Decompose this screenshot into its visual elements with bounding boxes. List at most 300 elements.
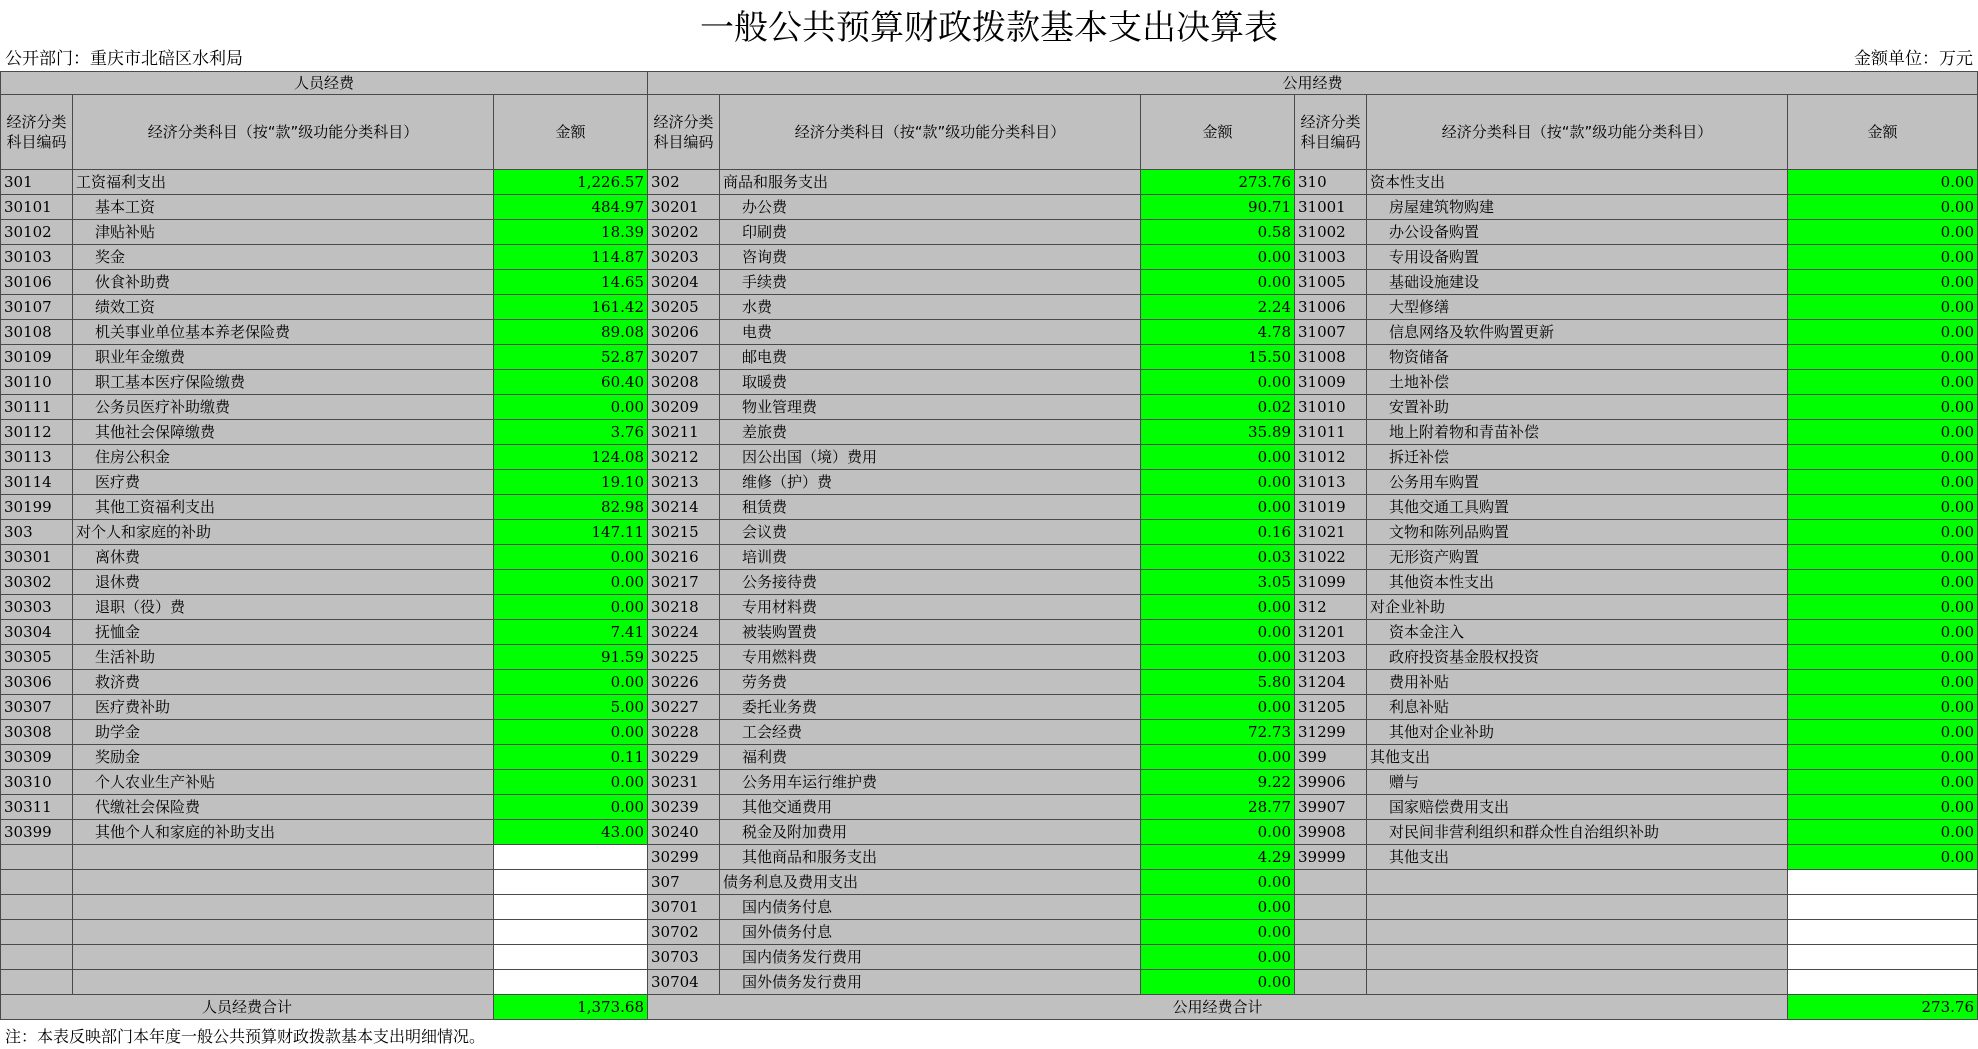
empty-cell xyxy=(1295,895,1367,920)
cell-name: 其他支出 xyxy=(1367,845,1788,870)
cell-amount: 0.00 xyxy=(494,395,648,420)
cell-code: 30199 xyxy=(1,495,73,520)
cell-name: 取暖费 xyxy=(720,370,1141,395)
cell-name: 奖励金 xyxy=(73,745,494,770)
cell-name: 资本金注入 xyxy=(1367,620,1788,645)
cell-name: 文物和陈列品购置 xyxy=(1367,520,1788,545)
cell-code: 31001 xyxy=(1295,195,1367,220)
cell-amount: 0.03 xyxy=(1141,545,1295,570)
cell-amount: 0.00 xyxy=(1788,745,1978,770)
cell-name: 邮电费 xyxy=(720,345,1141,370)
cell-amount: 0.00 xyxy=(1141,445,1295,470)
cell-code: 31012 xyxy=(1295,445,1367,470)
cell-amount: 0.00 xyxy=(1788,545,1978,570)
empty-cell xyxy=(494,845,648,870)
cell-name: 专用设备购置 xyxy=(1367,245,1788,270)
cell-amount: 0.00 xyxy=(1788,170,1978,195)
cell-code: 30702 xyxy=(648,920,720,945)
cell-name: 对民间非营利组织和群众性自治组织补助 xyxy=(1367,820,1788,845)
cell-name: 对个人和家庭的补助 xyxy=(73,520,494,545)
cell-code: 31002 xyxy=(1295,220,1367,245)
table-row xyxy=(1,920,1978,945)
cell-amount: 0.00 xyxy=(1141,370,1295,395)
cell-name: 职业年金缴费 xyxy=(73,345,494,370)
empty-cell xyxy=(1295,870,1367,895)
cell-name: 生活补助 xyxy=(73,645,494,670)
cell-code: 31201 xyxy=(1295,620,1367,645)
public-total-amount: 273.76 xyxy=(1788,995,1978,1020)
cell-code: 30114 xyxy=(1,470,73,495)
empty-cell xyxy=(494,870,648,895)
cell-code: 30103 xyxy=(1,245,73,270)
table-row xyxy=(1,695,1978,720)
cell-code: 312 xyxy=(1295,595,1367,620)
empty-cell xyxy=(1295,920,1367,945)
cell-name: 债务利息及费用支出 xyxy=(720,870,1141,895)
cell-amount: 0.00 xyxy=(1788,570,1978,595)
unit-label: 金额单位：万元 xyxy=(1854,49,1973,69)
empty-cell xyxy=(73,970,494,995)
cell-code: 31013 xyxy=(1295,470,1367,495)
cell-code: 31006 xyxy=(1295,295,1367,320)
personnel-total-amount: 1,373.68 xyxy=(494,995,648,1020)
cell-code: 30209 xyxy=(648,395,720,420)
cell-name: 助学金 xyxy=(73,720,494,745)
table-row xyxy=(1,595,1978,620)
cell-name: 培训费 xyxy=(720,545,1141,570)
header-code: 经济分类科目编码 xyxy=(1,95,73,170)
cell-amount: 0.00 xyxy=(1788,320,1978,345)
cell-amount: 90.71 xyxy=(1141,195,1295,220)
table-row xyxy=(1,220,1978,245)
cell-name: 离休费 xyxy=(73,545,494,570)
cell-amount: 15.50 xyxy=(1141,345,1295,370)
cell-code: 30704 xyxy=(648,970,720,995)
cell-amount: 0.00 xyxy=(1141,645,1295,670)
cell-code: 31021 xyxy=(1295,520,1367,545)
header-amount: 金额 xyxy=(1788,95,1978,170)
cell-amount: 0.00 xyxy=(1788,220,1978,245)
empty-cell xyxy=(73,895,494,920)
cell-name: 公务用车购置 xyxy=(1367,470,1788,495)
cell-amount: 0.00 xyxy=(1788,670,1978,695)
cell-amount: 82.98 xyxy=(494,495,648,520)
cell-name: 差旅费 xyxy=(720,420,1141,445)
table-row xyxy=(1,970,1978,995)
cell-name: 无形资产购置 xyxy=(1367,545,1788,570)
cell-code: 30229 xyxy=(648,745,720,770)
cell-name: 基本工资 xyxy=(73,195,494,220)
table-row xyxy=(1,295,1978,320)
empty-cell xyxy=(1367,970,1788,995)
cell-name: 委托业务费 xyxy=(720,695,1141,720)
cell-name: 国家赔偿费用支出 xyxy=(1367,795,1788,820)
empty-cell xyxy=(1788,870,1978,895)
cell-amount: 0.00 xyxy=(1141,470,1295,495)
cell-code: 302 xyxy=(648,170,720,195)
cell-code: 39908 xyxy=(1295,820,1367,845)
cell-code: 30205 xyxy=(648,295,720,320)
cell-name: 公务接待费 xyxy=(720,570,1141,595)
cell-name: 租赁费 xyxy=(720,495,1141,520)
cell-name: 拆迁补偿 xyxy=(1367,445,1788,470)
cell-amount: 4.78 xyxy=(1141,320,1295,345)
cell-amount: 0.00 xyxy=(494,770,648,795)
cell-code: 30701 xyxy=(648,895,720,920)
cell-name: 土地补偿 xyxy=(1367,370,1788,395)
table-row xyxy=(1,420,1978,445)
cell-name: 会议费 xyxy=(720,520,1141,545)
expenditure-table xyxy=(0,71,1978,1020)
cell-amount: 43.00 xyxy=(494,820,648,845)
empty-cell xyxy=(1788,895,1978,920)
cell-name: 代缴社会保险费 xyxy=(73,795,494,820)
empty-cell xyxy=(1,920,73,945)
cell-name: 其他交通工具购置 xyxy=(1367,495,1788,520)
cell-name: 医疗费补助 xyxy=(73,695,494,720)
table-row xyxy=(1,770,1978,795)
cell-code: 31205 xyxy=(1295,695,1367,720)
cell-name: 个人农业生产补贴 xyxy=(73,770,494,795)
empty-cell xyxy=(1,895,73,920)
cell-name: 国内债务发行费用 xyxy=(720,945,1141,970)
cell-code: 30102 xyxy=(1,220,73,245)
cell-name: 税金及附加费用 xyxy=(720,820,1141,845)
cell-name: 奖金 xyxy=(73,245,494,270)
cell-amount: 0.00 xyxy=(1788,370,1978,395)
cell-code: 30203 xyxy=(648,245,720,270)
header-name: 经济分类科目（按“款”级功能分类科目） xyxy=(1367,95,1788,170)
cell-name: 信息网络及软件购置更新 xyxy=(1367,320,1788,345)
cell-code: 30212 xyxy=(648,445,720,470)
cell-code: 39906 xyxy=(1295,770,1367,795)
cell-amount: 91.59 xyxy=(494,645,648,670)
cell-name: 安置补助 xyxy=(1367,395,1788,420)
empty-cell xyxy=(494,970,648,995)
cell-amount: 0.00 xyxy=(1141,620,1295,645)
table-row xyxy=(1,545,1978,570)
cell-name: 伙食补助费 xyxy=(73,270,494,295)
cell-code: 30111 xyxy=(1,395,73,420)
cell-name: 对企业补助 xyxy=(1367,595,1788,620)
cell-code: 30239 xyxy=(648,795,720,820)
cell-code: 31099 xyxy=(1295,570,1367,595)
cell-code: 301 xyxy=(1,170,73,195)
cell-amount: 124.08 xyxy=(494,445,648,470)
cell-name: 专用材料费 xyxy=(720,595,1141,620)
cell-code: 30207 xyxy=(648,345,720,370)
cell-amount: 0.00 xyxy=(1788,420,1978,445)
cell-name: 医疗费 xyxy=(73,470,494,495)
cell-name: 咨询费 xyxy=(720,245,1141,270)
table-row xyxy=(1,795,1978,820)
cell-name: 政府投资基金股权投资 xyxy=(1367,645,1788,670)
cell-name: 退职（役）费 xyxy=(73,595,494,620)
cell-amount: 0.11 xyxy=(494,745,648,770)
cell-code: 30202 xyxy=(648,220,720,245)
cell-amount: 0.02 xyxy=(1141,395,1295,420)
cell-name: 其他资本性支出 xyxy=(1367,570,1788,595)
cell-amount: 0.00 xyxy=(494,670,648,695)
cell-amount: 0.00 xyxy=(1788,620,1978,645)
cell-amount: 0.00 xyxy=(1141,270,1295,295)
table-row xyxy=(1,945,1978,970)
cell-amount: 0.00 xyxy=(1141,920,1295,945)
cell-amount: 114.87 xyxy=(494,245,648,270)
empty-cell xyxy=(1295,970,1367,995)
empty-cell xyxy=(73,920,494,945)
cell-code: 30228 xyxy=(648,720,720,745)
cell-amount: 0.00 xyxy=(1788,520,1978,545)
cell-name: 利息补贴 xyxy=(1367,695,1788,720)
cell-amount: 52.87 xyxy=(494,345,648,370)
cell-amount: 0.58 xyxy=(1141,220,1295,245)
cell-code: 30310 xyxy=(1,770,73,795)
section-public: 公用经费 xyxy=(648,72,1978,95)
cell-name: 赠与 xyxy=(1367,770,1788,795)
header-code: 经济分类科目编码 xyxy=(1295,95,1367,170)
cell-amount: 1,226.57 xyxy=(494,170,648,195)
cell-code: 30218 xyxy=(648,595,720,620)
cell-name: 公务用车运行维护费 xyxy=(720,770,1141,795)
cell-code: 30302 xyxy=(1,570,73,595)
table-row xyxy=(1,570,1978,595)
table-row xyxy=(1,745,1978,770)
cell-code: 303 xyxy=(1,520,73,545)
cell-code: 31010 xyxy=(1295,395,1367,420)
cell-amount: 28.77 xyxy=(1141,795,1295,820)
cell-name: 商品和服务支出 xyxy=(720,170,1141,195)
cell-amount: 484.97 xyxy=(494,195,648,220)
section-personnel: 人员经费 xyxy=(1,72,648,95)
empty-cell xyxy=(494,945,648,970)
empty-cell xyxy=(1,845,73,870)
cell-code: 30301 xyxy=(1,545,73,570)
cell-code: 30206 xyxy=(648,320,720,345)
page-title: 一般公共预算财政拨款基本支出决算表 xyxy=(700,8,1278,48)
table-row xyxy=(1,470,1978,495)
cell-amount: 0.00 xyxy=(494,595,648,620)
cell-name: 费用补贴 xyxy=(1367,670,1788,695)
empty-cell xyxy=(1788,945,1978,970)
cell-name: 电费 xyxy=(720,320,1141,345)
cell-amount: 3.05 xyxy=(1141,570,1295,595)
cell-amount: 0.00 xyxy=(1788,295,1978,320)
cell-name: 绩效工资 xyxy=(73,295,494,320)
cell-name: 大型修缮 xyxy=(1367,295,1788,320)
cell-code: 399 xyxy=(1295,745,1367,770)
cell-name: 其他个人和家庭的补助支出 xyxy=(73,820,494,845)
cell-code: 39907 xyxy=(1295,795,1367,820)
cell-amount: 9.22 xyxy=(1141,770,1295,795)
header-name: 经济分类科目（按“款”级功能分类科目） xyxy=(720,95,1141,170)
empty-cell xyxy=(73,870,494,895)
header-code: 经济分类科目编码 xyxy=(648,95,720,170)
table-row xyxy=(1,720,1978,745)
cell-code: 31299 xyxy=(1295,720,1367,745)
table-row xyxy=(1,870,1978,895)
cell-amount: 72.73 xyxy=(1141,720,1295,745)
cell-amount: 0.00 xyxy=(1141,870,1295,895)
cell-amount: 5.00 xyxy=(494,695,648,720)
cell-amount: 0.00 xyxy=(1788,695,1978,720)
cell-amount: 0.00 xyxy=(1788,195,1978,220)
cell-code: 30211 xyxy=(648,420,720,445)
cell-name: 国外债务发行费用 xyxy=(720,970,1141,995)
cell-amount: 0.00 xyxy=(1788,395,1978,420)
cell-name: 物资储备 xyxy=(1367,345,1788,370)
table-row xyxy=(1,520,1978,545)
cell-code: 30231 xyxy=(648,770,720,795)
cell-name: 公务员医疗补助缴费 xyxy=(73,395,494,420)
header-name: 经济分类科目（按“款”级功能分类科目） xyxy=(73,95,494,170)
cell-code: 30309 xyxy=(1,745,73,770)
cell-code: 30303 xyxy=(1,595,73,620)
cell-name: 劳务费 xyxy=(720,670,1141,695)
cell-code: 30215 xyxy=(648,520,720,545)
cell-name: 基础设施建设 xyxy=(1367,270,1788,295)
cell-name: 津贴补贴 xyxy=(73,220,494,245)
cell-code: 30214 xyxy=(648,495,720,520)
cell-amount: 0.00 xyxy=(1788,495,1978,520)
cell-amount: 60.40 xyxy=(494,370,648,395)
cell-name: 其他支出 xyxy=(1367,745,1788,770)
cell-code: 30311 xyxy=(1,795,73,820)
empty-cell xyxy=(494,920,648,945)
cell-code: 30108 xyxy=(1,320,73,345)
cell-amount: 0.00 xyxy=(1788,795,1978,820)
empty-cell xyxy=(73,845,494,870)
cell-code: 30305 xyxy=(1,645,73,670)
cell-amount: 4.29 xyxy=(1141,845,1295,870)
cell-name: 其他交通费用 xyxy=(720,795,1141,820)
cell-amount: 0.00 xyxy=(494,720,648,745)
cell-amount: 19.10 xyxy=(494,470,648,495)
department-label: 公开部门：重庆市北碚区水利局 xyxy=(5,49,243,69)
table-row xyxy=(1,820,1978,845)
cell-name: 资本性支出 xyxy=(1367,170,1788,195)
cell-name: 印刷费 xyxy=(720,220,1141,245)
table-row xyxy=(1,395,1978,420)
table-row xyxy=(1,370,1978,395)
cell-amount: 0.00 xyxy=(1141,245,1295,270)
cell-name: 其他商品和服务支出 xyxy=(720,845,1141,870)
cell-name: 专用燃料费 xyxy=(720,645,1141,670)
cell-amount: 0.00 xyxy=(1788,270,1978,295)
cell-amount: 0.00 xyxy=(1788,770,1978,795)
cell-code: 30217 xyxy=(648,570,720,595)
cell-amount: 0.00 xyxy=(1788,470,1978,495)
public-total-label: 公用经费合计 xyxy=(648,995,1788,1020)
cell-name: 被装购置费 xyxy=(720,620,1141,645)
table-row xyxy=(1,495,1978,520)
table-row xyxy=(1,620,1978,645)
cell-code: 30208 xyxy=(648,370,720,395)
cell-name: 因公出国（境）费用 xyxy=(720,445,1141,470)
cell-code: 31007 xyxy=(1295,320,1367,345)
cell-amount: 18.39 xyxy=(494,220,648,245)
cell-name: 工会经费 xyxy=(720,720,1141,745)
cell-amount: 0.00 xyxy=(1141,745,1295,770)
cell-name: 其他社会保障缴费 xyxy=(73,420,494,445)
cell-name: 工资福利支出 xyxy=(73,170,494,195)
cell-amount: 0.00 xyxy=(1788,845,1978,870)
table-row xyxy=(1,320,1978,345)
table-row xyxy=(1,645,1978,670)
cell-amount: 0.00 xyxy=(1788,445,1978,470)
empty-cell xyxy=(1295,945,1367,970)
cell-amount: 147.11 xyxy=(494,520,648,545)
cell-code: 31003 xyxy=(1295,245,1367,270)
cell-code: 39999 xyxy=(1295,845,1367,870)
empty-cell xyxy=(494,895,648,920)
cell-name: 物业管理费 xyxy=(720,395,1141,420)
table-row xyxy=(1,345,1978,370)
cell-code: 30204 xyxy=(648,270,720,295)
cell-amount: 89.08 xyxy=(494,320,648,345)
empty-cell xyxy=(1367,870,1788,895)
cell-amount: 0.00 xyxy=(1788,720,1978,745)
cell-amount: 35.89 xyxy=(1141,420,1295,445)
cell-code: 30112 xyxy=(1,420,73,445)
cell-code: 31009 xyxy=(1295,370,1367,395)
empty-cell xyxy=(1367,945,1788,970)
cell-code: 30703 xyxy=(648,945,720,970)
empty-cell xyxy=(1,870,73,895)
empty-cell xyxy=(1,970,73,995)
cell-code: 30224 xyxy=(648,620,720,645)
table-row xyxy=(1,845,1978,870)
cell-amount: 0.00 xyxy=(1788,820,1978,845)
cell-name: 抚恤金 xyxy=(73,620,494,645)
header-amount: 金额 xyxy=(494,95,648,170)
cell-amount: 14.65 xyxy=(494,270,648,295)
cell-code: 30304 xyxy=(1,620,73,645)
cell-code: 30110 xyxy=(1,370,73,395)
cell-name: 福利费 xyxy=(720,745,1141,770)
cell-name: 手续费 xyxy=(720,270,1141,295)
cell-name: 机关事业单位基本养老保险费 xyxy=(73,320,494,345)
cell-code: 31019 xyxy=(1295,495,1367,520)
cell-amount: 2.24 xyxy=(1141,295,1295,320)
cell-code: 30225 xyxy=(648,645,720,670)
cell-amount: 0.00 xyxy=(1788,645,1978,670)
empty-cell xyxy=(1,945,73,970)
cell-code: 30109 xyxy=(1,345,73,370)
cell-name: 救济费 xyxy=(73,670,494,695)
cell-code: 30307 xyxy=(1,695,73,720)
cell-amount: 7.41 xyxy=(494,620,648,645)
cell-code: 30306 xyxy=(1,670,73,695)
cell-name: 其他对企业补助 xyxy=(1367,720,1788,745)
cell-amount: 0.00 xyxy=(1788,345,1978,370)
cell-amount: 0.00 xyxy=(1141,895,1295,920)
cell-code: 30308 xyxy=(1,720,73,745)
table-row xyxy=(1,195,1978,220)
cell-code: 30107 xyxy=(1,295,73,320)
footnote: 注：本表反映部门本年度一般公共预算财政拨款基本支出明细情况。 xyxy=(5,1027,486,1046)
empty-cell xyxy=(1367,920,1788,945)
cell-code: 30216 xyxy=(648,545,720,570)
cell-code: 31008 xyxy=(1295,345,1367,370)
cell-amount: 3.76 xyxy=(494,420,648,445)
cell-code: 30106 xyxy=(1,270,73,295)
cell-code: 310 xyxy=(1295,170,1367,195)
empty-cell xyxy=(1367,895,1788,920)
table-row xyxy=(1,270,1978,295)
cell-amount: 273.76 xyxy=(1141,170,1295,195)
cell-amount: 0.16 xyxy=(1141,520,1295,545)
